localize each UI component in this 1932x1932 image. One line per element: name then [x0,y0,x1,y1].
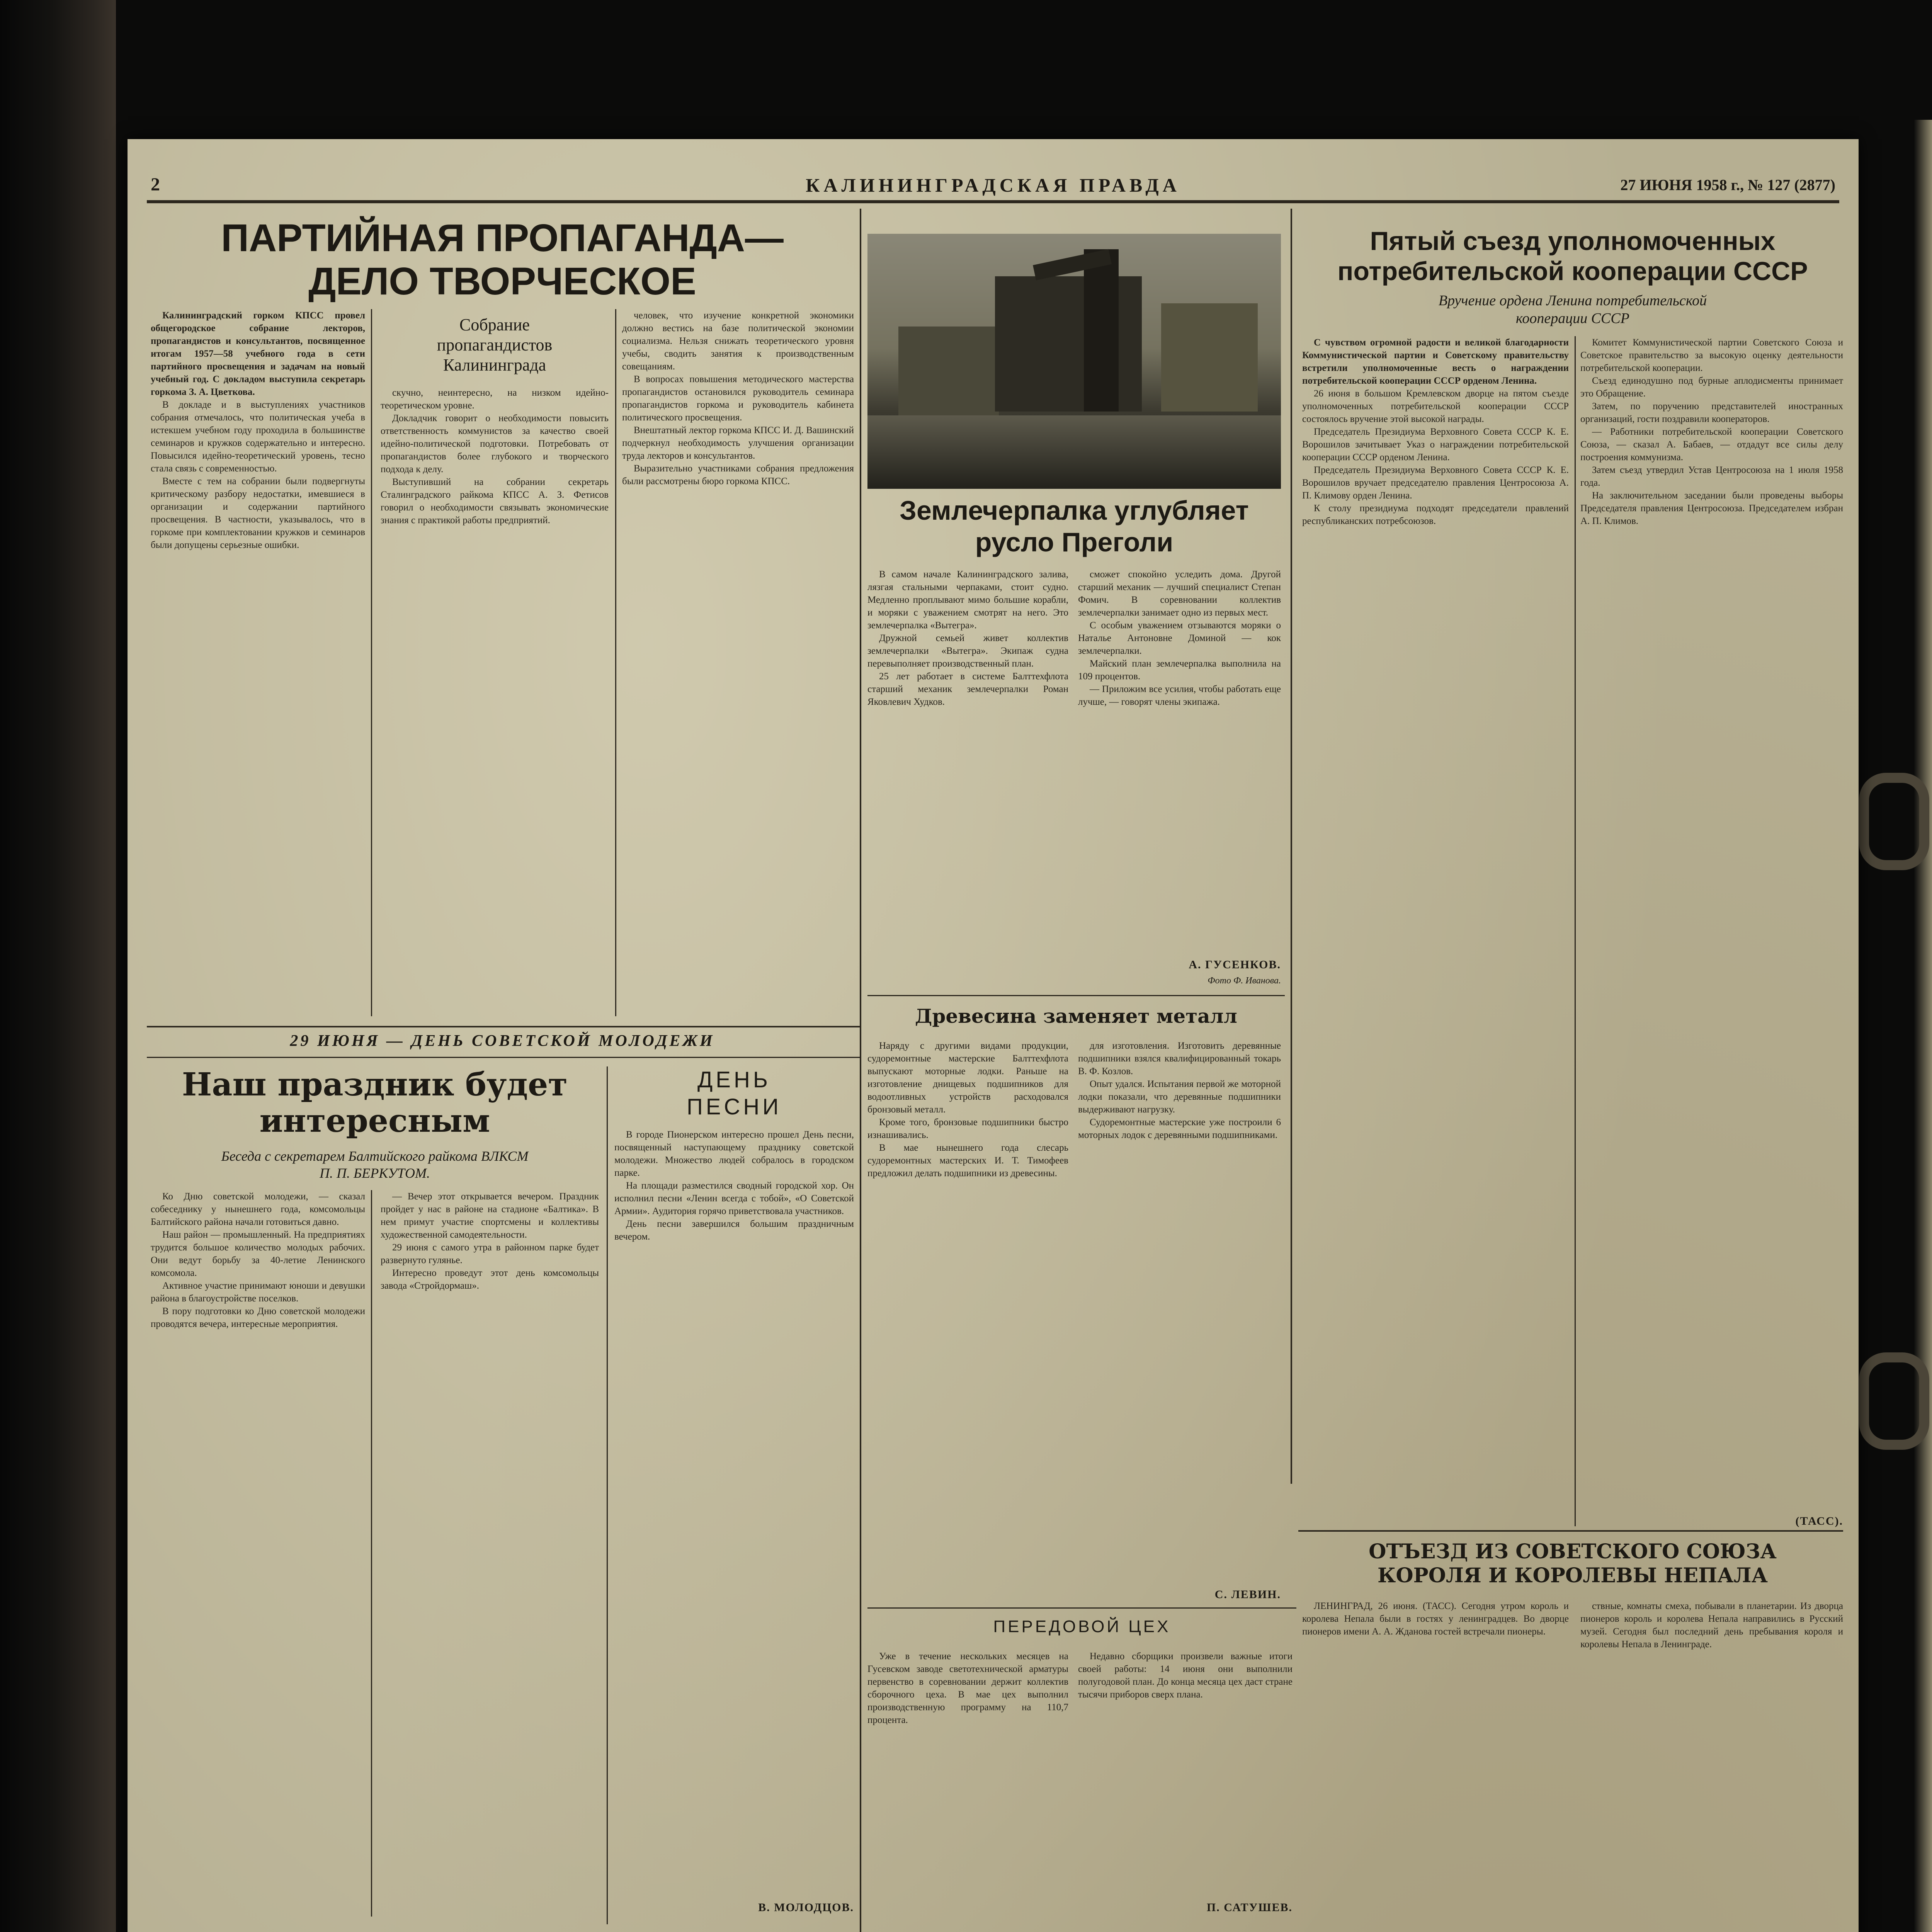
youth-subheadline [151,1148,599,1182]
nepal-paragraph: ЛЕНИНГРАД, 26 июня. (ТАСС). Сегодня утром король и королева Непала были в гостях у ленинградцев. Во дворце пионеров имени А. А. Жданова гостей встречали пионеры. [1302,1601,1569,1637]
binder-spine [0,0,116,1932]
subheadline-line: П. П. БЕРКУТОМ. [320,1165,430,1181]
page-number: 2 [151,174,160,195]
dredger-column-1 [867,568,1068,985]
subheadline-line: пропагандистов [437,335,553,354]
congress-paragraph: 26 июня в большом Кремлевском дворце на пятом съезде уполномоченных потребительской кооперации СССР состоялось вручение этой высокой награды. [1302,388,1569,424]
subheadline-line: Вручение ордена Ленина потребительской [1438,293,1707,309]
youth-paragraph: В пору подготовки ко Дню советской молодежи проводятся вечера, интересные мероприятия. [151,1306,365,1329]
youth-paragraph: Наш район — промышленный. На предприятиях трудится большое количество молодых рабочих. Они ведут борьбу за 40-летие Ленинского комсомола. [151,1230,365,1278]
headline-line: ПЕСНИ [687,1094,782,1119]
dredger-paragraph: С особым уважением отзываются моряки о Наталье Антоновне Доминой — кок землечерпалки. [1078,620,1281,656]
congress-paragraph: Председатель Президиума Верховного Совета СССР К. Е. Ворошилов вручает председателю правления Центросоюза А. П. Климову орден Ленина. [1302,465,1569,501]
nepal-column-2 [1580,1600,1843,1866]
forward-column-2 [1078,1650,1293,1897]
photo-credit: Фото Ф. Иванова. [1208,976,1281,986]
congress-paragraph: С чувством огромной радости и великой благодарности Коммунистической партии и Советскому правительству встретили уполномоченные весть о награждении потребительской кооперации СССР орденом Ленина. [1302,337,1569,386]
youth-headline-2: интересным [259,1102,490,1139]
section-rule [1298,1530,1843,1532]
wood-paragraph: Судоремонтные мастерские уже построили 6 моторных лодок с деревянными подшипниками. [1078,1117,1281,1140]
nepal-paragraph: ствные, комнаты смеха, побывали в планетарии. Из дворца пионеров король и королева Непала направились в Русский музей. Сегодня был последний день пребывания короля и королевы Непала в Ленинграде. [1580,1601,1843,1650]
congress-paragraph: Председатель Президиума Верховного Совета СССР К. Е. Ворошилов зачитывает Указ о награждении потребительской кооперации СССР орденом Ленина. [1302,427,1569,463]
propaganda-paragraph: Выступивший на собрании секретарь Сталинградского райкома КПСС А. З. Фетисов говорил о необходимости связывать экономические знания с практикой работы предприятий. [381,477,609,526]
propaganda-paragraph: Вместе с тем на собрании были подвергнуты критическому разбору недостатки, имевшиеся в организации и содержании партийного просвещения. В частности, указывалось, что в горкоме при комплектовании кружков и семинаров были допущены серьезные ошибки. [151,476,365,550]
headline-line: ДЕНЬ [697,1067,771,1092]
congress-paragraph: Съезд единодушно под бурные аплодисменты принимает это Обращение. [1580,376,1843,399]
congress-tass: (ТАСС). [1795,1515,1843,1527]
congress-paragraph: На заключительном заседании были проведены выборы Председателя правления Центросоюза. Председателем избран А. П. Климов. [1580,490,1843,526]
youth-paragraph: Интересно проведут этот день комсомольцы завода «Стройдормаш». [381,1268,599,1291]
propaganda-column-1 [151,309,365,1016]
subheadline-line: кооперации СССР [1516,310,1629,327]
propaganda-paragraph: человек, что изучение конкретной экономики должно вестись на базе политической экономии социализма. Нельзя снижать теоретического уровня учебы, сводить занятия к производственным совещаниям. [622,310,854,372]
youth-paragraph: Активное участие принимают юноши и девушки района в благоустройстве поселков. [151,1281,365,1304]
dredger-photo [867,234,1281,489]
youth-paragraph: Ко Дню советской молодежи, — сказал собеседнику у нынешнего года, комсомольцы Балтийского района начали готовиться давно. [151,1191,365,1227]
propaganda-paragraph: Выразительно участниками собрания предложения были рассмотрены бюро горкома КПСС. [622,463,854,486]
wood-column-1 [867,1039,1068,1607]
column-rule [1291,209,1292,1484]
wood-paragraph: Кроме того, бронзовые подшипники быстро изнашивались. [867,1117,1068,1140]
newspaper-page [128,139,1859,1932]
dredger-headline-1: Землечерпалка углубляет [900,495,1249,526]
column-rule [607,1066,608,1924]
dredger-paragraph: сможет спокойно уследить дома. Другой старший механик — лучший специалист Степан Фомич. В соревновании коллектив землечерпалки занимает одно из первых мест. [1078,569,1281,618]
section-rule [147,1026,860,1027]
dredger-paragraph: — Приложим все усилия, чтобы работать еще лучше, — говорят члены экипажа. [1078,684,1281,707]
subheadline-line: Собрание [459,315,530,334]
section-rule [147,1057,860,1058]
congress-headline-1: Пятый съезд уполномоченных [1370,226,1776,256]
issue-date: 27 ИЮНЯ 1958 г., № 127 (2877) [1620,176,1835,194]
binder-ring [1859,773,1929,870]
congress-column-1 [1302,336,1569,1542]
forward-column-1 [867,1650,1068,1920]
section-rule [867,995,1285,996]
youth-column-1 [151,1190,365,1917]
propaganda-headline-1: ПАРТИЙНАЯ ПРОПАГАНДА— [221,216,784,260]
subheadline-line: Калининграда [443,355,546,374]
congress-paragraph: Комитет Коммунистической партии Советского Союза и Советское правительство за высокую оценку деятельности потребительской кооперации. [1580,337,1843,373]
dredger-paragraph: В самом начале Калининградского залива, лязгая стальными черпаками, стоит судно. Медленно проплывают мимо большие корабли, и моряки с уважением смотрят на него. Это землечерпалка «Вытегра». [867,569,1068,631]
dredger-paragraph: Майский план землечерпалка выполнила на 109 процентов. [1078,658,1281,682]
wood-paragraph: В мае нынешнего года слесарь судоремонтных мастерских И. Т. Тимофеев предложил делать подшипники из древесины. [867,1143,1068,1179]
youth-day-banner: 29 ИЮНЯ — ДЕНЬ СОВЕТСКОЙ МОЛОДЕЖИ [290,1032,715,1050]
congress-paragraph: — Работники потребительской кооперации Советского Союза, — сказал А. Бабаев, — отдадут все силы делу построения коммунизма. [1580,427,1843,463]
nepal-headline-2: КОРОЛЯ И КОРОЛЕВЫ НЕПАЛА [1378,1564,1768,1587]
dredger-headline-2: русло Преголи [975,527,1173,557]
youth-author: В. МОЛОДЦОВ. [758,1901,854,1914]
column-rule [615,309,616,1016]
wood-column-2 [1078,1039,1281,1580]
column-rule [1575,336,1576,1526]
dredger-author: А. ГУСЕНКОВ. [1189,958,1281,971]
forward-author: П. САТУШЕВ. [1206,1901,1293,1914]
propaganda-column-3 [622,309,854,1016]
dredger-column-2 [1078,568,1281,954]
song-paragraph: День песни завершился большим праздничным вечером. [614,1219,854,1242]
propaganda-paragraph: В докладе и в выступлениях участников собрания отмечалось, что политическая учеба в истекшем учебном году проходила в большинстве семинаров и кружков содержательно и интересно. Повысился идейно-теоретический уровень, тесно стала связь с современностью. [151,400,365,474]
subheadline-line: Беседа с секретарем Балтийского райкома ВЛКСМ [221,1148,529,1164]
propaganda-paragraph: скучно, неинтересно, на низком идейно-теоретическом уровне. [381,388,609,411]
wood-paragraph: Наряду с другими видами продукции, судоремонтные мастерские Балттехфлота выпускают моторные лодки. Раньше на изготовление днищевых подшипников для водоотливных устройств расходовался бронзовый металл. [867,1041,1068,1115]
propaganda-paragraph: В вопросах повышения методического мастерства пропагандистов остановился руководитель семинара пропагандистов горкома и руководитель кабинета политического просвещения. [622,374,854,423]
congress-paragraph: К столу президиума подходят председатели правлений республиканских потребсоюзов. [1302,503,1569,526]
propaganda-subheadline [381,315,609,375]
propaganda-paragraph: Калининградский горком КПСС провел общегородское собрание лекторов, пропагандистов и консультантов, посвященное итогам 1957—58 учебного года в сети партийного просвещения и задачам на новый учебный год. С докладом выступила секретарь горкома З. А. Цветкова. [151,310,365,397]
dredger-paragraph: Дружной семьей живет коллектив землечерпалки «Вытегра». Экипаж судна перевыполняет производственный план. [867,633,1068,669]
youth-paragraph: 29 июня с самого утра в районном парке будет развернуто гулянье. [381,1242,599,1265]
next-page-edge [1914,120,1932,1932]
section-rule [867,1607,1296,1609]
wood-author: С. ЛЕВИН. [1214,1588,1281,1601]
column-rule [860,209,861,1932]
dredger-paragraph: 25 лет работает в системе Балттехфлота старший механик землечерпалки Роман Яковлевич Худков. [867,671,1068,707]
youth-headline-1: Наш праздник будет [182,1066,568,1103]
song-column [614,1128,854,1886]
forward-paragraph: Уже в течение нескольких месяцев на Гусевском заводе светотехнической арматуры первенство в соревновании держит коллектив сборочного цеха. В мае цех выполнил производственную программу на 110,7 процента. [867,1651,1068,1725]
masthead-rule [147,200,1839,203]
youth-column-2 [381,1190,599,1917]
congress-paragraph: Затем, по поручению представителей иностранных организаций, гости поздравили кооператоров. [1580,401,1843,424]
newspaper-title: КАЛИНИНГРАДСКАЯ ПРАВДА [806,174,1180,196]
nepal-column-1 [1302,1600,1569,1866]
column-rule [371,309,372,1016]
propaganda-headline-2: ДЕЛО ТВОРЧЕСКОЕ [308,260,696,303]
song-headline [614,1066,854,1121]
congress-headline-2: потребительской кооперации СССР [1337,257,1808,286]
propaganda-column-2 [381,386,609,1016]
youth-paragraph: — Вечер этот открывается вечером. Праздник пройдет у нас в районе на стадионе «Балтика». В нем примут участие спортсмены и коллективы художественной самодеятельности. [381,1191,599,1240]
propaganda-paragraph: Внештатный лектор горкома КПСС И. Д. Вашинский подчеркнул необходимость улучшения организации труда лекторов и консультантов. [622,425,854,461]
congress-paragraph: Затем съезд утвердил Устав Центросоюза на 1 июля 1958 года. [1580,465,1843,488]
forward-headline: ПЕРЕДОВОЙ ЦЕХ [993,1617,1171,1636]
wood-paragraph: Опыт удался. Испытания первой же моторной лодки показали, что деревянные подшипники выдерживают нагрузку. [1078,1079,1281,1115]
wood-headline: Древесина заменяет металл [915,1005,1238,1027]
wood-paragraph: для изготовления. Изготовить деревянные подшипники взялся квалифицированный токарь В. Ф. Козлов. [1078,1041,1281,1077]
song-paragraph: На площади разместился сводный городской хор. Он исполнил песни «Ленин всегда с тобой», «О Советской Армии». Аудитория горячо приветствовала участников. [614,1180,854,1216]
song-paragraph: В городе Пионерском интересно прошел День песни, посвященный наступающему празднику советской молодежи. Множество людей собралось в городском парке. [614,1129,854,1178]
congress-subheadline [1302,292,1843,327]
binder-ring [1859,1352,1929,1450]
forward-paragraph: Недавно сборщики произвели важные итоги своей работы: 14 июня они выполнили полугодовой план. До конца месяца цех даст стране тысячи приборов сверх плана. [1078,1651,1293,1700]
propaganda-paragraph: Докладчик говорит о необходимости повысить ответственность коммунистов за качество своей идейно-политической подготовки. Потребовать от пропагандистов более глубокого и творческого подхода к делу. [381,413,609,474]
nepal-headline-1: ОТЪЕЗД ИЗ СОВЕТСКОГО СОЮЗА [1369,1540,1777,1563]
congress-column-2 [1580,336,1843,1519]
column-rule [371,1190,372,1917]
